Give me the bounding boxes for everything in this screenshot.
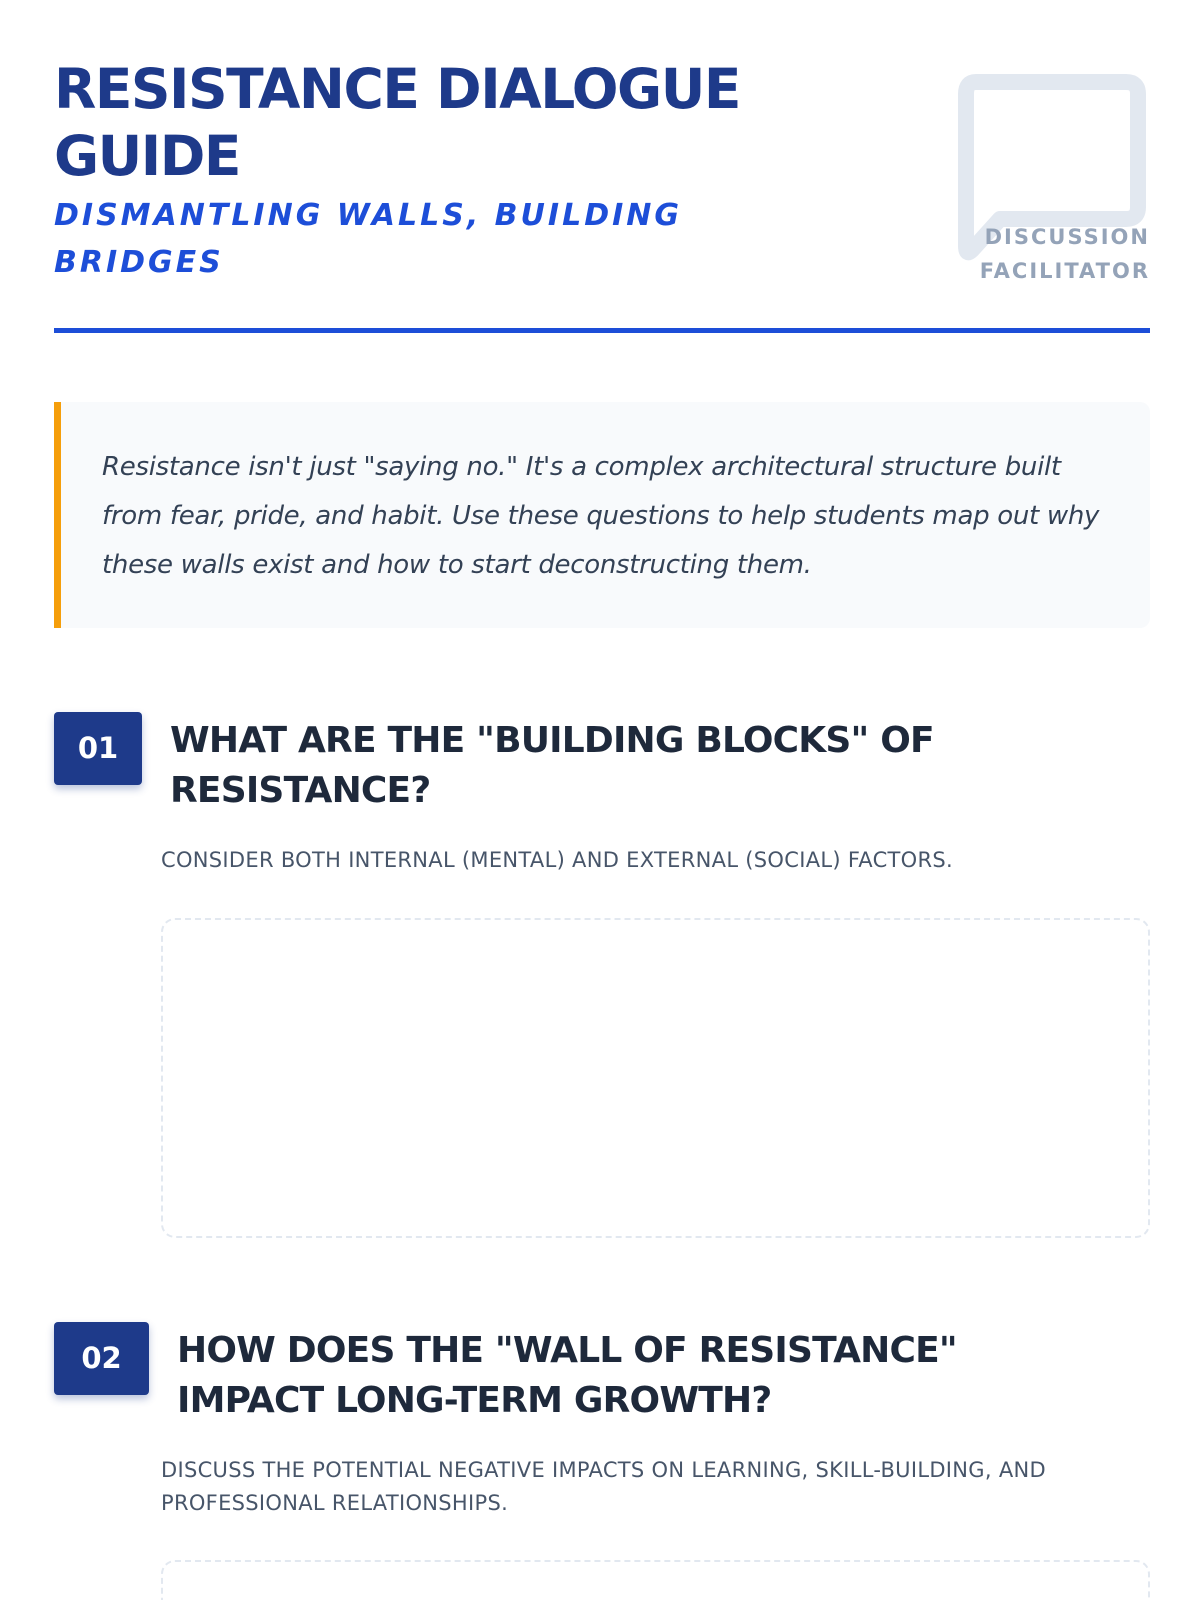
discussion-facilitator-label: [980, 220, 1150, 288]
question-hint: CONSIDER BOTH INTERNAL (MENTAL) AND EXTERNAL (SOCIAL) FACTORS.: [161, 848, 954, 872]
intro-callout: [54, 402, 1150, 628]
page-header: [54, 52, 1150, 336]
header-divider: [54, 328, 1150, 333]
intro-text: Resistance isn't just "saying no." It's a complex architectural structure built from fear, pride, and habit. Use these questions to help students map out why these walls exist and how to start deconstructing them.: [102, 452, 1100, 580]
badge-line-1: DISCUSSION: [984, 225, 1150, 249]
question-title: WHAT ARE THE "BUILDING BLOCKS" OF RESISTANCE?: [170, 720, 934, 811]
question-number-badge: 01: [54, 712, 142, 785]
badge-line-2: FACILITATOR: [979, 259, 1150, 283]
answer-area[interactable]: [161, 1560, 1150, 1600]
question-hint: DISCUSS THE POTENTIAL NEGATIVE IMPACTS ON LEARNING, SKILL-BUILDING, AND PROFESSIONAL RELATIONSHIPS.: [161, 1458, 1046, 1515]
answer-area[interactable]: [161, 918, 1150, 1238]
page-subtitle: DISMANTLING WALLS, BUILDING BRIDGES: [54, 198, 682, 280]
question-number-badge: 02: [54, 1322, 149, 1395]
question-title: HOW DOES THE "WALL OF RESISTANCE" IMPACT LONG-TERM GROWTH?: [177, 1330, 957, 1421]
page-title: RESISTANCE DIALOGUE GUIDE: [54, 57, 740, 188]
